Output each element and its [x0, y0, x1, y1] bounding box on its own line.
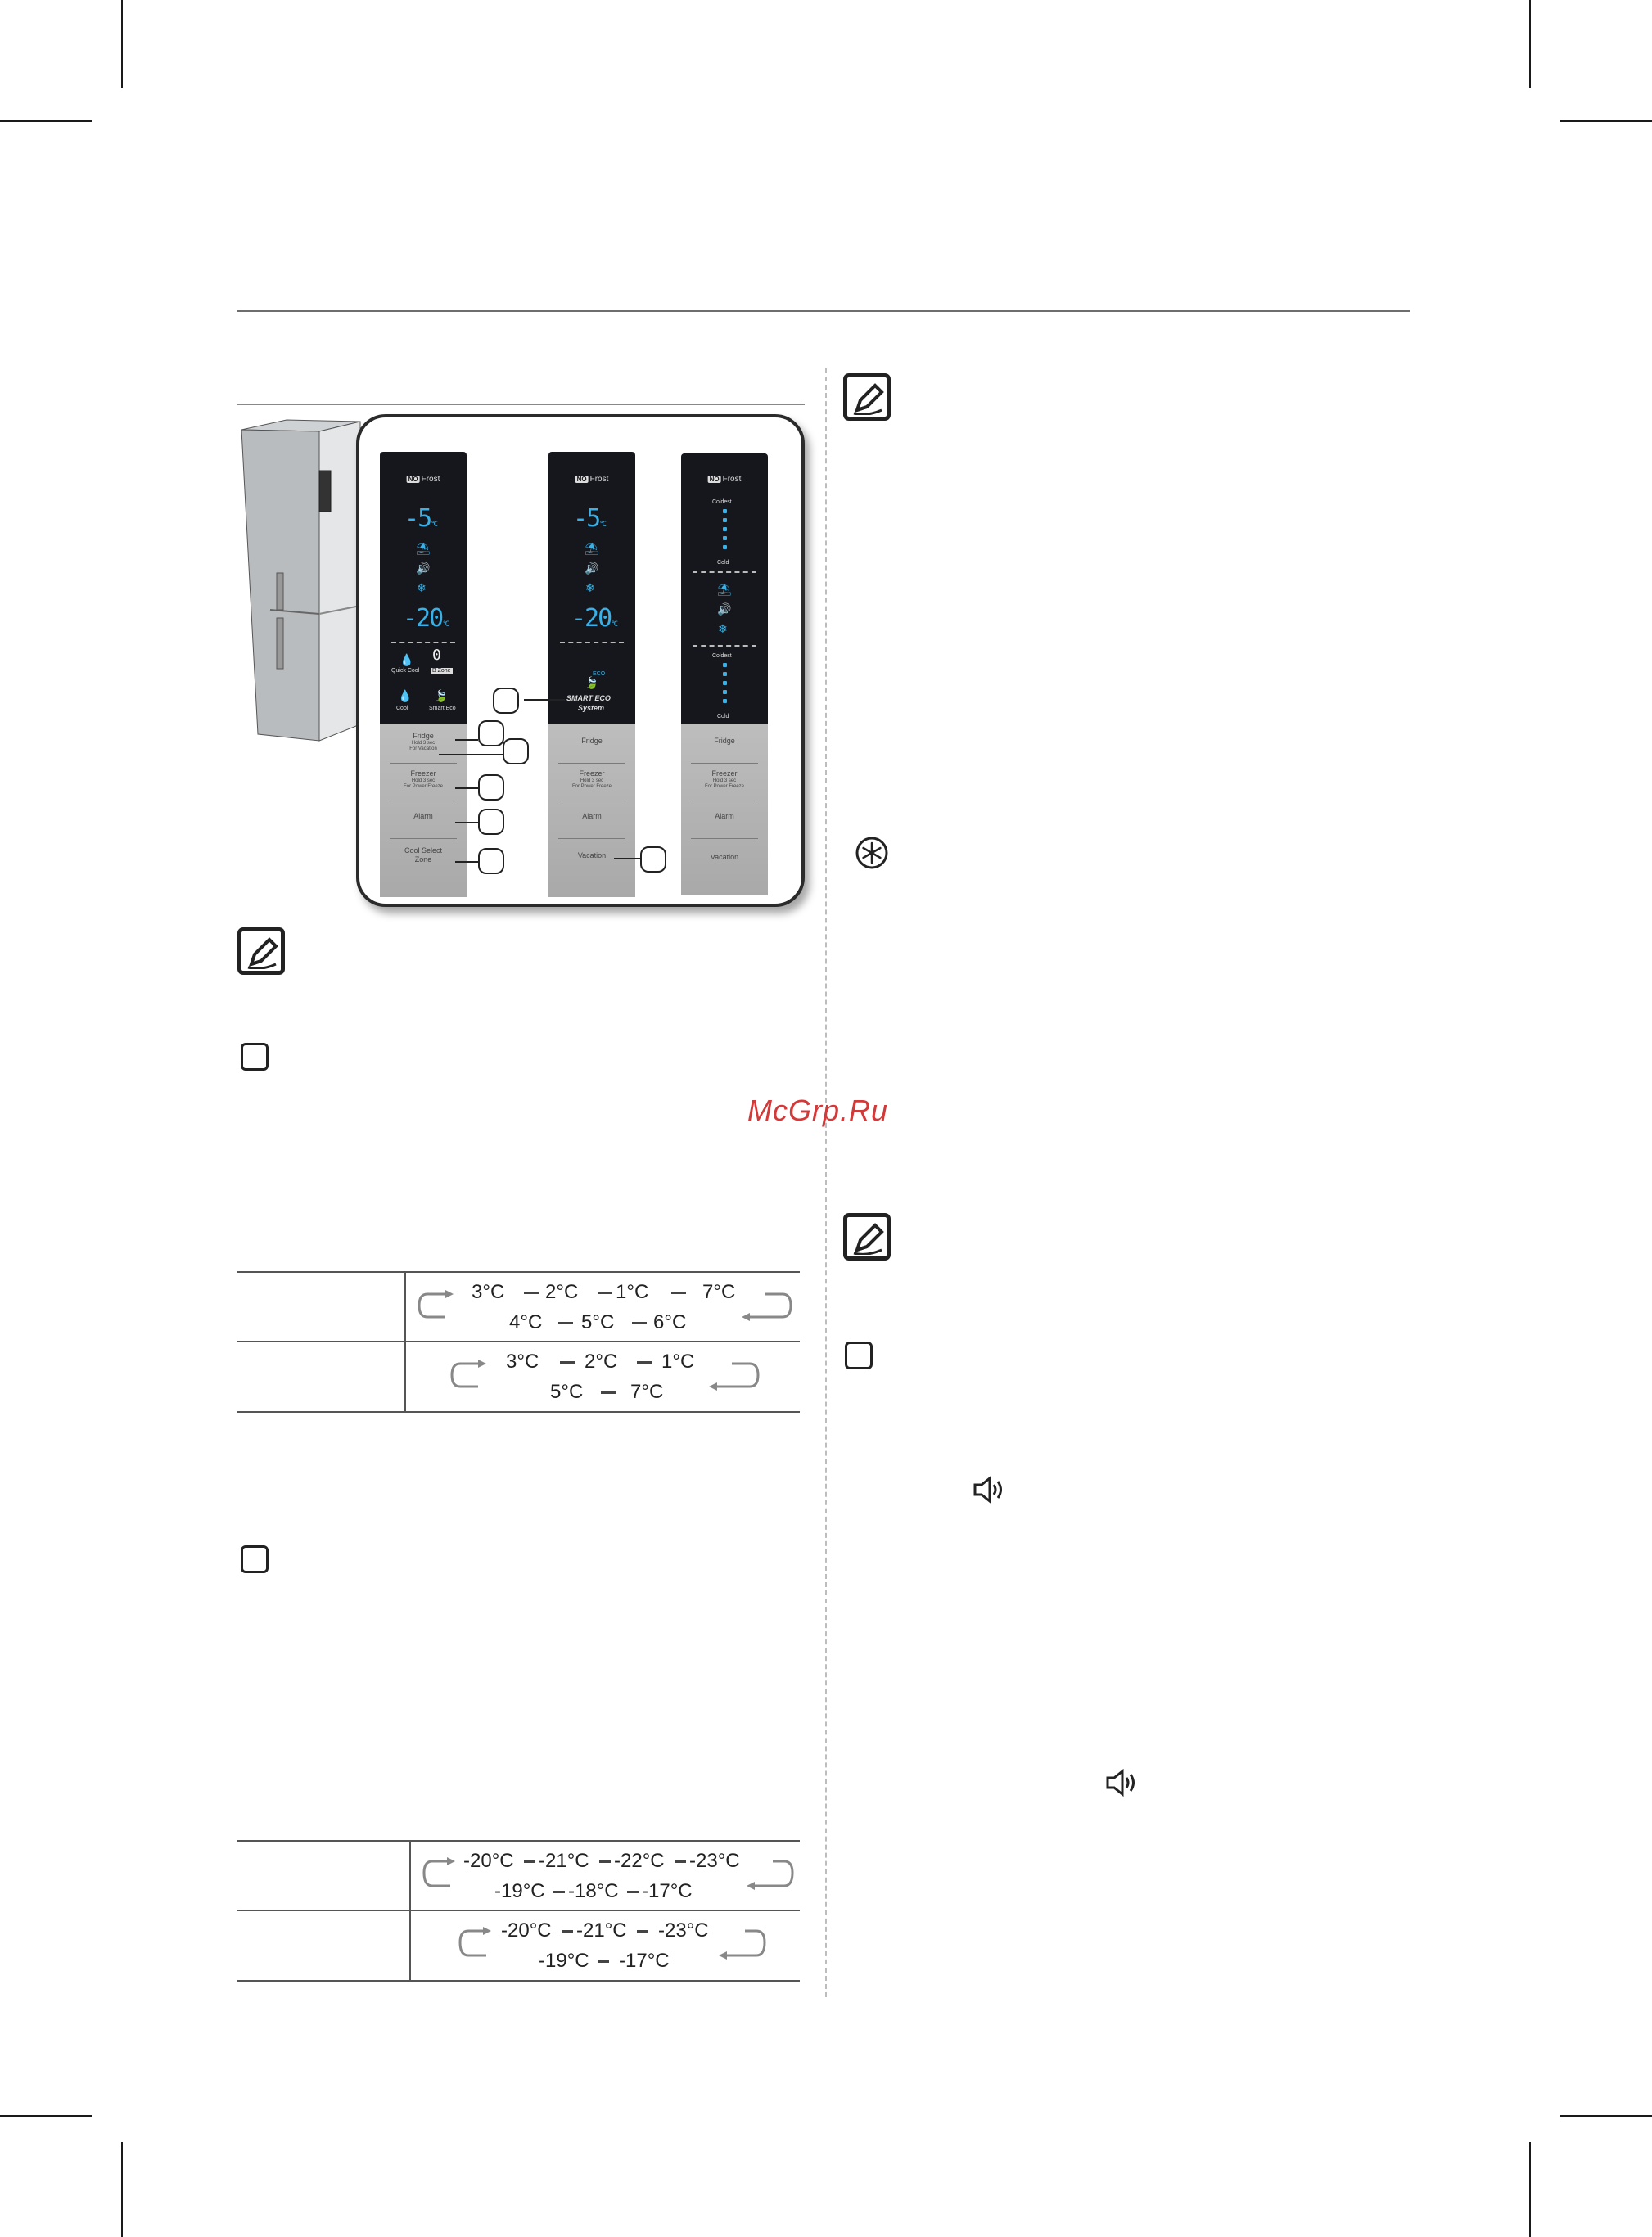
leader-line — [455, 861, 478, 863]
control-panel-2 — [548, 452, 635, 897]
freezer-temperature-table — [237, 1840, 800, 1982]
coldest-label: Coldest — [712, 499, 732, 505]
freezer-temp-display: -20°C — [571, 604, 617, 633]
alarm-button[interactable]: Alarm — [582, 812, 602, 820]
table-cell: 2°C — [585, 1351, 618, 1373]
section-rule — [237, 404, 805, 405]
table-cell: -23°C — [689, 1850, 740, 1872]
table-cell: 6°C — [653, 1311, 687, 1333]
divider — [558, 763, 625, 764]
table-cell: 5°C — [550, 1381, 584, 1403]
divider — [390, 838, 457, 839]
snowflake-icon: ❄ — [417, 581, 427, 594]
leader-line — [455, 822, 478, 823]
leader-line — [524, 699, 565, 701]
dash — [599, 1860, 611, 1863]
callout-1 — [493, 688, 519, 714]
callout-3 — [503, 738, 529, 764]
drop-icon: 💧 — [399, 653, 414, 666]
table-cell: -21°C — [576, 1919, 627, 1942]
fridge-temp-display: -5°C — [404, 504, 436, 533]
dash — [560, 1361, 575, 1364]
speaker-icon: 🔊 — [416, 562, 431, 575]
column-divider — [825, 368, 827, 1997]
table-cell: -23°C — [658, 1919, 709, 1942]
crop-mark — [0, 2115, 92, 2117]
step-box — [241, 1043, 269, 1071]
zone-label: B Zone — [432, 668, 451, 674]
dash — [524, 1292, 539, 1294]
step-box — [845, 1342, 873, 1369]
dash — [637, 1361, 652, 1364]
crop-mark — [1529, 0, 1531, 88]
cold-label: Cold — [717, 714, 729, 719]
vacation-button[interactable]: Vacation — [710, 853, 739, 861]
crop-mark — [1529, 2142, 1531, 2237]
fridge-temperature-table — [237, 1271, 800, 1414]
table-cell: -17°C — [619, 1950, 670, 1972]
table-rule — [237, 1910, 800, 1911]
dash — [524, 1860, 535, 1863]
dash — [598, 1960, 609, 1963]
fridge-button[interactable]: Fridge — [581, 737, 603, 745]
callout-7 — [640, 846, 666, 873]
table-cell: -21°C — [539, 1850, 589, 1872]
speaker-icon — [973, 1475, 1007, 1504]
nofrost-logo: NO Frost — [576, 475, 609, 484]
nofrost-logo: NO Frost — [408, 475, 440, 484]
table-cell: 3°C — [506, 1351, 539, 1373]
speaker-icon — [1105, 1768, 1140, 1797]
dash — [632, 1322, 647, 1324]
divider — [391, 642, 455, 643]
table-rule — [237, 1980, 800, 1982]
vacation-icon: ⛱ — [416, 542, 431, 555]
table-cell: 7°C — [630, 1381, 664, 1403]
table-divider — [409, 1840, 411, 1982]
freezer-button[interactable]: Freezer Hold 3 sec For Power Freeze — [571, 769, 612, 789]
table-cell: 3°C — [472, 1281, 505, 1303]
vacation-icon: ⛱ — [585, 542, 599, 555]
quick-cool-label: Quick Cool — [391, 668, 420, 674]
step-box — [241, 1545, 269, 1573]
fridge-button[interactable]: Fridge — [714, 737, 735, 745]
freezer-level-indicator — [723, 663, 727, 708]
dash — [598, 1292, 612, 1294]
freezer-temp-display: -20°C — [403, 604, 449, 633]
table-rule — [237, 1840, 800, 1842]
crop-mark — [121, 0, 123, 88]
leaf-icon: 🍃 — [585, 676, 599, 689]
eco-badge: ECO — [593, 671, 606, 677]
fridge-level-indicator — [723, 509, 727, 554]
table-cell: -19°C — [494, 1880, 545, 1902]
snowflake-icon: ❄ — [585, 581, 595, 594]
callout-6 — [478, 848, 504, 874]
cool-select-zone-button[interactable]: Cool Select Zone — [404, 846, 443, 864]
nofrost-logo: NO Frost — [709, 475, 742, 484]
control-panel-3 — [681, 453, 768, 895]
table-cell: -19°C — [539, 1950, 589, 1972]
control-panel-1 — [380, 452, 467, 897]
speaker-icon: 🔊 — [585, 562, 599, 575]
note-pencil-icon — [237, 927, 285, 975]
cold-label: Cold — [717, 560, 729, 566]
table-divider — [404, 1271, 406, 1413]
cool-label: Cool — [396, 706, 408, 711]
leader-line — [455, 787, 478, 789]
table-rule — [237, 1341, 800, 1342]
crop-mark — [121, 2142, 123, 2237]
leader-line — [439, 754, 504, 755]
table-cell: -18°C — [568, 1880, 619, 1902]
alarm-button[interactable]: Alarm — [715, 812, 734, 820]
table-cell: -20°C — [501, 1919, 552, 1942]
table-cell: 2°C — [545, 1281, 579, 1303]
table-cell: 4°C — [509, 1311, 543, 1333]
vacation-icon: ⛱ — [717, 583, 732, 596]
watermark: McGrp.Ru — [747, 1094, 889, 1127]
table-rule — [237, 1271, 800, 1273]
callout-2 — [478, 720, 504, 746]
alarm-button[interactable]: Alarm — [413, 812, 433, 820]
snowflake-icon: ❄ — [718, 622, 728, 635]
coldest-label: Coldest — [712, 653, 732, 659]
crop-mark — [1560, 120, 1652, 122]
table-cell: -20°C — [463, 1850, 514, 1872]
divider — [693, 571, 756, 573]
crop-mark — [0, 120, 92, 122]
divider — [558, 838, 625, 839]
table-cell: 1°C — [616, 1281, 649, 1303]
table-cell: -22°C — [614, 1850, 665, 1872]
vacation-button[interactable]: Vacation — [577, 851, 607, 859]
callout-4 — [478, 774, 504, 801]
table-cell: -17°C — [642, 1880, 693, 1902]
divider — [691, 838, 758, 839]
header-rule — [237, 310, 1410, 312]
table-rule — [237, 1411, 800, 1413]
speaker-icon: 🔊 — [717, 602, 732, 616]
drop-icon: 💧 — [398, 689, 413, 702]
table-cell: 7°C — [702, 1281, 736, 1303]
note-pencil-icon — [843, 1213, 891, 1261]
fridge-temp-display: -5°C — [573, 504, 605, 533]
dash — [671, 1292, 686, 1294]
leader-line — [455, 739, 478, 741]
dash — [553, 1891, 565, 1893]
table-cell: 5°C — [581, 1311, 615, 1333]
dash — [601, 1391, 616, 1394]
dash — [562, 1930, 573, 1933]
note-pencil-icon — [843, 373, 891, 421]
smart-eco-system-label: SMART ECO — [566, 694, 611, 702]
divider — [691, 763, 758, 764]
dash — [558, 1322, 573, 1324]
leader-line — [614, 858, 640, 859]
fridge-button[interactable]: Fridge Hold 3 sec For Vacation — [409, 732, 437, 751]
snowflake-icon — [855, 837, 888, 869]
dash — [627, 1891, 639, 1893]
crop-mark — [1560, 2115, 1652, 2117]
divider — [560, 642, 624, 643]
zone-display: 0 — [432, 647, 440, 664]
table-cell: 1°C — [661, 1351, 695, 1373]
divider — [390, 763, 457, 764]
divider — [693, 645, 756, 647]
freezer-button[interactable]: Freezer Hold 3 sec For Power Freeze — [403, 769, 443, 789]
dash — [637, 1930, 648, 1933]
smart-eco-system-label-2: System — [578, 704, 605, 712]
freezer-button[interactable]: Freezer Hold 3 sec For Power Freeze — [704, 769, 744, 789]
callout-5 — [478, 809, 504, 835]
smart-eco-label: Smart Eco — [429, 706, 456, 711]
leaf-icon: 🍃 — [434, 689, 449, 702]
dash — [675, 1860, 686, 1863]
